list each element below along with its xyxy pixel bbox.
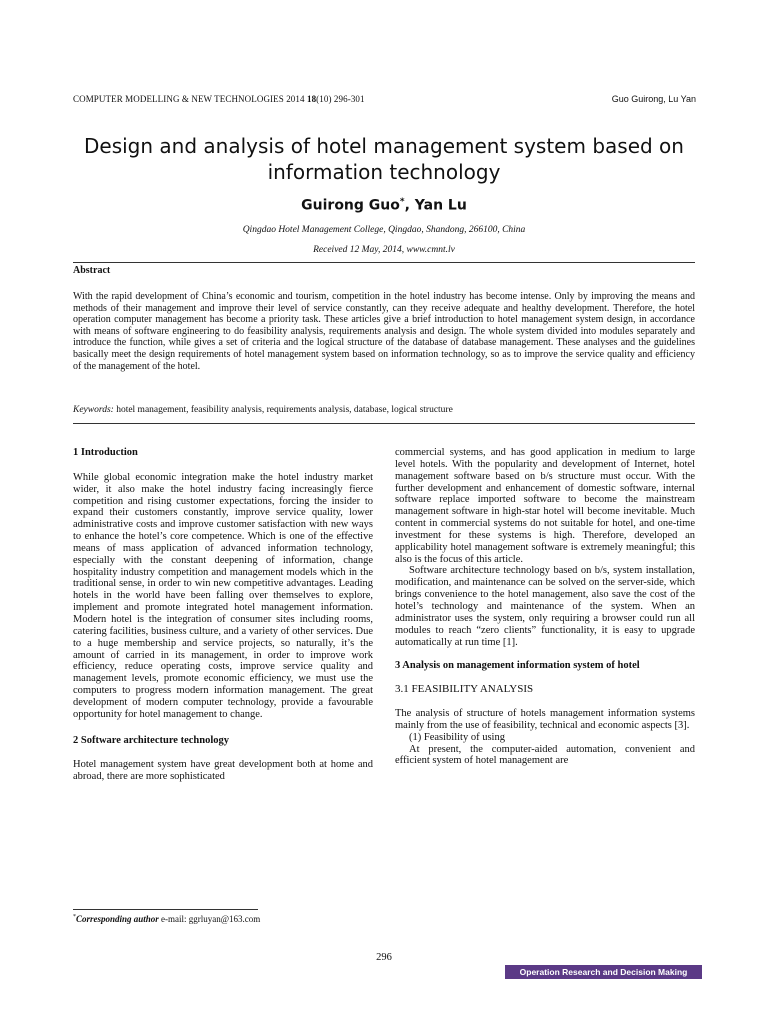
section-heading-software: 2 Software architecture technology	[73, 734, 230, 746]
abstract-text: With the rapid development of China’s economic and tourism, competition in the hotel industry has become intense. Only by improving the means and methods of their management and improve their level of service constantly, can they receive adequate and healthy development. Therefore, the hotel operation computer management has become a priority task. These articles give a brief introduction to hotel management system design, in accordance with means of software engineering to do feasibility analysis, requirements analysis and design. The whole system divided into modules separately and introduce the function, while gives a set of criteria and the logical structure of the database of database management. These analyses and the guidelines basically meet the design requirements of hotel management system based on information technology, so as to improve the service quality and efficiency of the management of the hotel.	[73, 291, 695, 372]
paragraph: At present, the computer-aided automation, convenient and efficient system of hotel management are	[395, 743, 695, 767]
journal-issue-pages: (10) 296-301	[316, 94, 365, 104]
section-heading-introduction: 1 Introduction	[73, 447, 138, 458]
footnote	[73, 914, 260, 924]
journal-header	[73, 94, 365, 104]
received-date: Received 12 May, 2014, www.cmnt.lv	[313, 245, 455, 255]
keywords	[73, 405, 453, 415]
paragraph-continued: commercial systems, and has good application in medium to large level hotels. With the popularity and development of Internet, hotel management software based on b/s structure must occur. With the further development and enhancement of domestic software, internal software replace imported software to become the mainstream management software in high-star hotel will become inevitable. Much content in commercial systems do not suitable for hotel, and one-time investment for these systems is high. Therefore, developed an applicability hotel management software is extremely meaningful; this also is the focus of this article.	[395, 447, 695, 565]
paragraph: The analysis of structure of hotels management information systems mainly from the use of feasibility, technical and economic aspects [3].	[395, 708, 695, 731]
keywords-label: Keywords:	[73, 405, 114, 415]
running-authors: Guo Guirong, Lu Yan	[611, 94, 696, 104]
column-right	[395, 447, 695, 767]
corresponding-marker: *	[399, 197, 405, 207]
footnote-email: e-mail: ggrluyan@163.com	[158, 914, 261, 924]
column-left	[73, 447, 373, 806]
divider-mid	[73, 423, 695, 424]
paper-title: Design and analysis of hotel management system based on information technology	[84, 134, 684, 184]
journal-name: COMPUTER MODELLING & NEW TECHNOLOGIES 2014	[73, 94, 307, 104]
author-list	[73, 197, 695, 214]
author-rest: , Yan Lu	[404, 197, 467, 214]
section-heading-analysis: 3 Analysis on management information system of hotel	[395, 660, 640, 672]
footnote-divider	[73, 909, 258, 910]
list-item: (1) Feasibility of using	[409, 731, 505, 743]
paragraph: Hotel management system have great development both at home and abroad, there are more sophisticated	[73, 759, 373, 783]
footnote-marker: *	[73, 914, 76, 920]
journal-volume: 18	[306, 94, 317, 104]
paragraph: Software architecture technology based on b/s, system installation, modification, and maintenance can be solved on the server-side, which brings convenience to the hotel management, also save the cost of the hotel’s technology and maintenance of the system. When an administrator uses the system, only requiring a browser could run all modules to reach “zero clients” functionality, it is easy to upgrade automatically at run time [1].	[395, 565, 695, 648]
abstract-heading: Abstract	[73, 265, 111, 276]
author-first: Guirong Guo	[301, 197, 400, 214]
paragraph: While global economic integration make the hotel industry market wider, it also make the hotel industry facing increasingly fierce competition and rising customer expectations, forcing the insider to expand their customers constantly, improve service quality, lower administrative costs and improve customer satisfaction with new ways to enhance the hotel’s core competence. Which is one of the effective means of mass application of advanced information technology, especially with the constant deepening of information, change hospitality industry competition and management models which in the traditional sense, in order to win new competitive advantages. Leading hotels in the world have been falling over themselves to explore, implement and promote integrated hotel management information. Modern hotel is the integration of consumer sites including rooms, catering facilities, business culture, and a variety of other services. Due to a huge membership and service projects, so naturally, it’s the amount of carried in its management, in order to improve work efficiency, reduce operating costs, improve service quality and management levels, promote economic efficiency, we must use the computers to progress modern information management. The great development of modern computer technology, provide a favourable opportunity for hotel management to change.	[73, 471, 373, 720]
footnote-label: Corresponding author	[76, 914, 159, 924]
affiliation: Qingdao Hotel Management College, Qingdao, Shandong, 266100, China	[242, 225, 526, 235]
section-badge: Operation Research and Decision Making	[505, 965, 702, 979]
divider-top	[73, 262, 695, 263]
keywords-text: hotel management, feasibility analysis, requirements analysis, database, logical structure	[113, 405, 453, 415]
subsection-heading-feasibility: 3.1 FEASIBILITY ANALYSIS	[395, 683, 534, 696]
page-number: 296	[376, 952, 392, 963]
